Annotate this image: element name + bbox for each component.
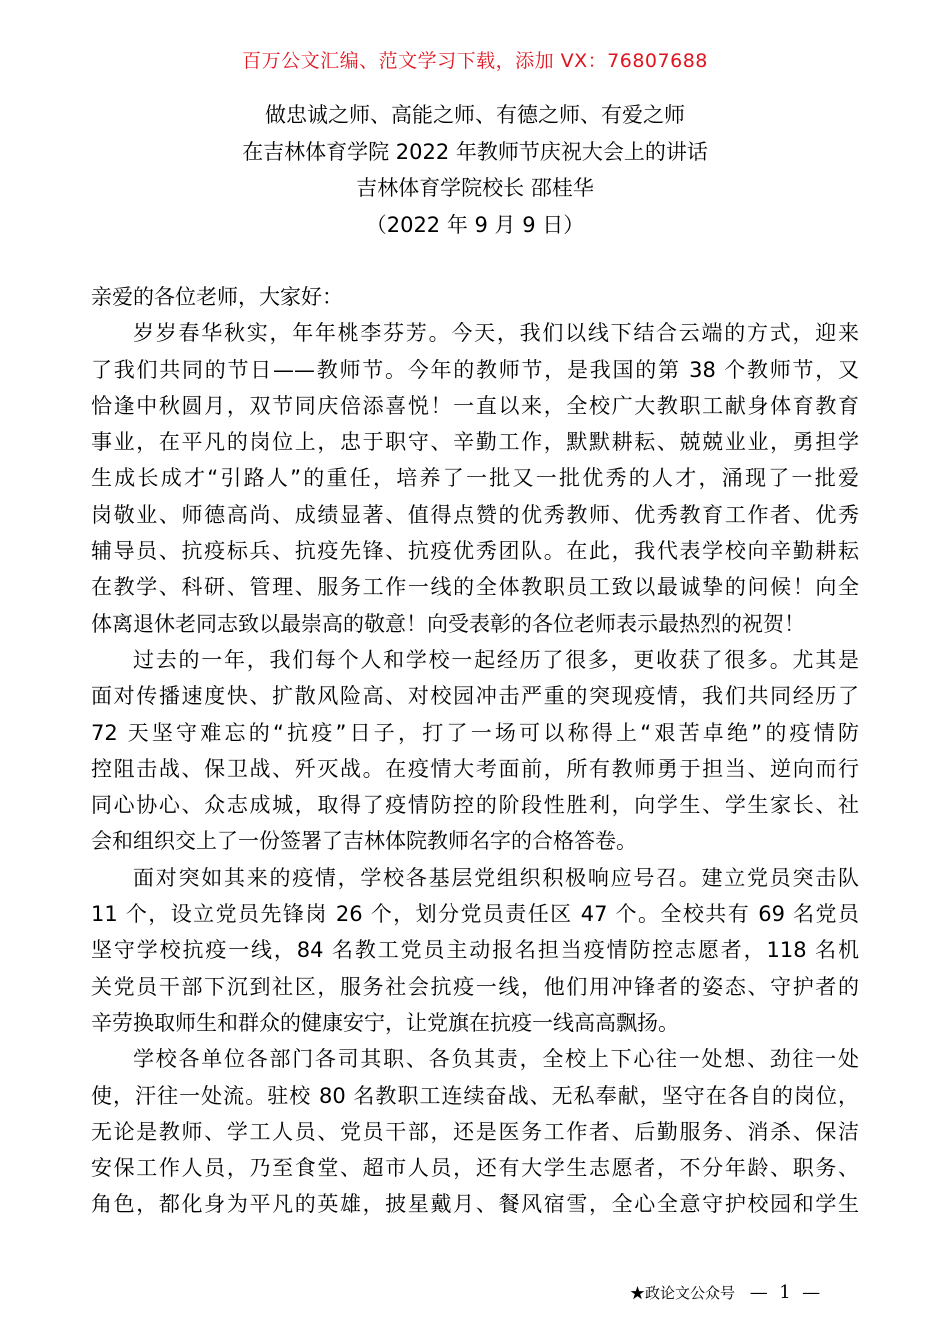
- paragraph-line: 无论是教师、学工人员、党员干部，还是医务工作者、后勤服务、消杀、保洁: [91, 1119, 859, 1144]
- paragraph-line: 坚守学校抗疫一线，84 名教工党员主动报名担当疫情防控志愿者，118 名机: [91, 938, 859, 963]
- page-dash-left: —: [749, 1282, 768, 1303]
- paragraph-line: 学校各单位各部门各司其职、各负其责，全校上下心往一处想、劲往一处: [133, 1047, 859, 1072]
- paragraph-1: [91, 315, 859, 642]
- paragraph-line: 辛劳换取师生和群众的健康安宁，让党旗在抗疫一线高高飘扬。: [91, 1010, 679, 1035]
- paragraph-line: 控阻击战、保卫战、歼灭战。在疫情大考面前，所有教师勇于担当、逆向而行: [91, 756, 859, 781]
- paragraph-line: 体离退休老同志致以最崇高的敬意！向受表彰的各位老师表示最热烈的祝贺！: [91, 611, 805, 636]
- paragraph-line: 生成长成才“引路人”的重任，培养了一批又一批优秀的人才，涌现了一批爱: [91, 466, 859, 491]
- greeting: 亲爱的各位老师，大家好：: [91, 285, 343, 309]
- paragraph-line: 事业，在平凡的岗位上，忠于职守、辛勤工作，默默耕耘、兢兢业业，勇担学: [91, 430, 859, 455]
- download-promo-note: 百万公文汇编、范文学习下载，添加 VX：76807688: [242, 50, 708, 72]
- page-footer: [630, 1282, 830, 1303]
- paragraph-line: 11 个，设立党员先锋岗 26 个，划分党员责任区 47 个。全校共有 69 名党员: [91, 902, 859, 927]
- speaker-line: 吉林体育学院校长 邵桂华: [356, 176, 594, 200]
- paragraph-line: 同心协心、众志成城，取得了疫情防控的阶段性胜利，向学生、学生家长、社: [91, 793, 859, 818]
- paragraph-line: 角色，都化身为平凡的英雄，披星戴月、餐风宿雪，全心全意守护校园和学生: [91, 1192, 859, 1217]
- paragraph-line: 面对突如其来的疫情，学校各基层党组织积极响应号召。建立党员突击队: [133, 865, 859, 890]
- paragraph-line: 72 天坚守难忘的“抗疫”日子，打了一场可以称得上“艰苦卓绝”的疫情防: [91, 720, 859, 745]
- paragraph-line: 面对传播速度快、扩散风险高、对校园冲击严重的突现疫情，我们共同经历了: [91, 684, 859, 709]
- paragraph-line: 恰逢中秋圆月，双节同庆倍添喜悦！一直以来，全校广大教职工献身体育教育: [91, 393, 859, 418]
- paragraph-line: 岁岁春华秋实，年年桃李芬芳。今天，我们以线下结合云端的方式，迎来: [133, 321, 859, 346]
- speech-body: [91, 279, 859, 1223]
- paragraph-line: 安保工作人员，乃至食堂、超市人员，还有大学生志愿者，不分年龄、职务、: [91, 1156, 859, 1181]
- speech-date: （2022 年 9 月 9 日）: [365, 212, 585, 237]
- paragraph-line: 会和组织交上了一份签署了吉林体院教师名字的合格答卷。: [91, 829, 637, 854]
- speech-title: 做忠诚之师、高能之师、有德之师、有爱之师: [265, 103, 685, 127]
- page-dash-right: —: [802, 1282, 821, 1303]
- speech-subtitle: 在吉林体育学院 2022 年教师节庆祝大会上的讲话: [242, 139, 708, 164]
- paragraph-3: [91, 860, 859, 1041]
- paragraph-line: 了我们共同的节日——教师节。今年的教师节，是我国的第 38 个教师节，又: [91, 357, 859, 382]
- paragraph-line: 辅导员、抗疫标兵、抗疫先锋、抗疫优秀团队。在此，我代表学校向辛勤耕耘: [91, 539, 859, 564]
- source-label: ★政论文公众号: [630, 1284, 736, 1302]
- title-block: [0, 97, 950, 243]
- page-number-value: 1: [779, 1282, 791, 1303]
- paragraph-line: 关党员干部下沉到社区，服务社会抗疫一线，他们用冲锋者的姿态、守护者的: [91, 974, 859, 999]
- paragraph-line: 使，汗往一处流。驻校 80 名教职工连续奋战、无私奉献，坚守在各自的岗位，: [91, 1083, 859, 1108]
- paragraph-line: 在教学、科研、管理、服务工作一线的全体教职员工致以最诚挚的问候！向全: [91, 575, 859, 600]
- paragraph-line: 过去的一年，我们每个人和学校一起经历了很多，更收获了很多。尤其是: [133, 647, 859, 672]
- page-number: [750, 1282, 820, 1303]
- paragraph-4: [91, 1041, 859, 1222]
- paragraph-2: [91, 642, 859, 860]
- paragraph-line: 岗敬业、师德高尚、成绩显著、值得点赞的优秀教师、优秀教育工作者、优秀: [91, 502, 859, 527]
